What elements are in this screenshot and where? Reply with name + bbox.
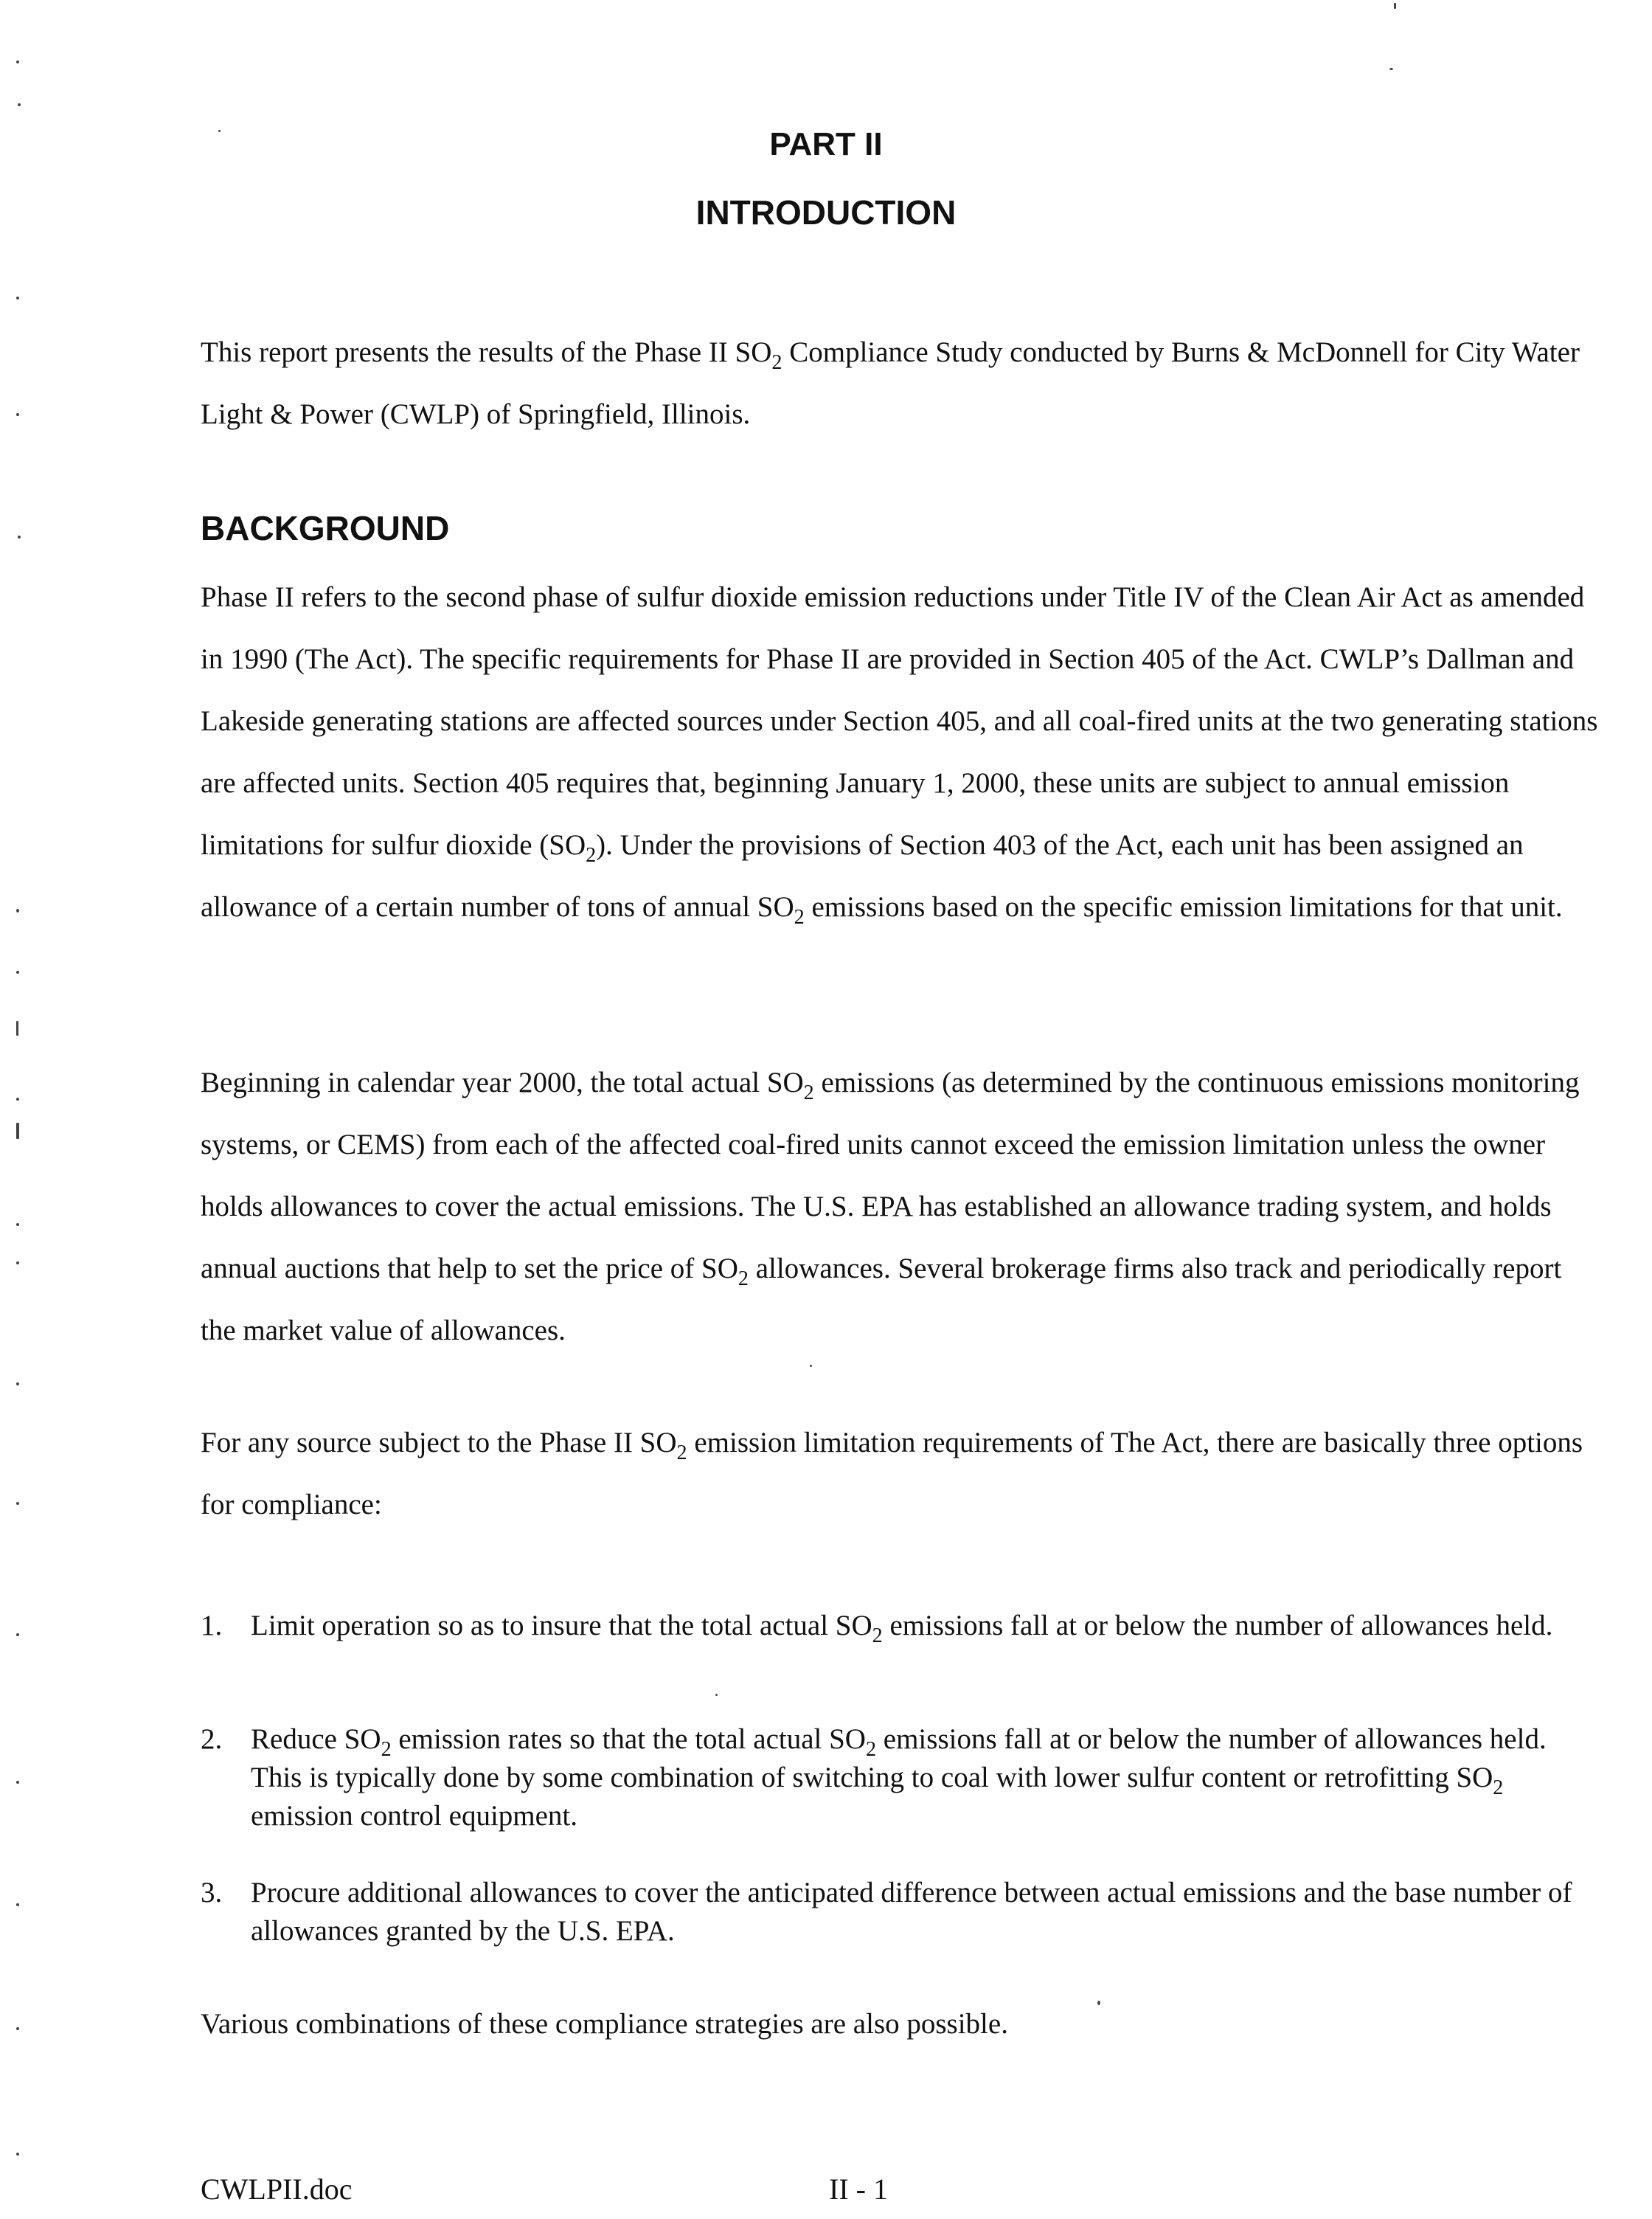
text-run: ). Under the provisions of Section 403 of the Act, each unit has been assigned an allowance of a certain number of tons of annual SO — [201, 829, 1524, 923]
scan-speck — [16, 60, 19, 63]
footer-page-number: II - 1 — [829, 2173, 888, 2206]
scan-speck — [18, 536, 21, 539]
subscript: 2 — [803, 1081, 814, 1104]
scan-speck — [1389, 68, 1393, 70]
scan-speck — [218, 130, 221, 132]
subscript: 2 — [381, 1737, 392, 1761]
text-run: Reduce SO — [251, 1723, 381, 1755]
scan-speck — [16, 1261, 19, 1264]
scan-speck — [16, 413, 19, 416]
closing-paragraph: Various combinations of these compliance strategies are also possible. — [201, 2008, 1008, 2040]
options-list-item-3 — [201, 1874, 1602, 1950]
text-run: Procure additional allowances to cover the anticipated difference between actual emissions and the base number of allowances granted by the U.S. EPA. — [251, 1877, 1572, 1947]
list-item — [201, 1607, 1602, 1645]
background-paragraph-1 — [201, 567, 1602, 938]
subscript: 2 — [865, 1737, 877, 1761]
list-number: 2. — [201, 1723, 223, 1755]
scan-speck — [1097, 2001, 1100, 2005]
part-title: PART II — [769, 126, 883, 162]
background-paragraph-2 — [201, 1052, 1602, 1362]
intro-text-a: This report presents the results of the Phase II SO — [201, 336, 772, 368]
text-run: Phase II refers to the second phase of sulfur dioxide emission reductions under Title IV of the Clean Air Act as amended in 1990 (The Act). The specific requirements for Phase II are provided in Section 405 of the Act. CWLP’s Dallman and Lakeside generating stations are affected sources under Section 405, and all coal-fired units at the two generating stations are affected units. Section 405 requires that, beginning January 1, 2000, these units are subject to annual emission limitations for sulfur dioxide (SO — [201, 581, 1598, 861]
intro-text-b: Compliance Study conducted by Burns & McDonnell for City Water Light & Power (CWLP) of Springfield, Illinois. — [201, 336, 1580, 430]
text-run: emissions (as determined by the continuous emissions monitoring systems, or CEMS) from each of the affected coal-fired units cannot exceed the emission limitation unless the owner holds allowances to cover the actual emissions. The U.S. EPA has established an allowance trading system, and holds annual auctions that help to set the price of SO — [201, 1067, 1580, 1284]
subscript: 2 — [794, 905, 805, 929]
list-number: 1. — [201, 1610, 223, 1641]
text-run: emission rates so that the total actual SO — [391, 1723, 866, 1755]
scan-speck — [16, 2153, 19, 2156]
subscript: 2 — [738, 1267, 749, 1290]
background-paragraph-3 — [201, 1412, 1602, 1536]
scan-speck — [16, 971, 19, 974]
scan-speck — [16, 1223, 19, 1226]
background-heading: BACKGROUND — [201, 509, 450, 547]
text-run: For any source subject to the Phase II SO — [201, 1427, 677, 1458]
scan-speck — [16, 2027, 19, 2030]
footer-filename: CWLPII.doc — [201, 2173, 353, 2206]
scan-speck — [16, 1502, 19, 1505]
scan-speck — [16, 1123, 19, 1139]
scan-speck — [715, 1694, 718, 1696]
scan-speck — [16, 1903, 19, 1906]
section-title: INTRODUCTION — [695, 193, 957, 232]
scan-speck — [810, 1365, 812, 1367]
subscript: 2 — [771, 350, 782, 374]
text-run: emission limitation requirements of The Act, there are basically three options for compliance: — [201, 1427, 1583, 1520]
text-run: emissions fall at or below the number of allowances held. — [882, 1610, 1553, 1641]
subscript: 2 — [586, 843, 597, 867]
subscript: 2 — [676, 1441, 687, 1464]
scan-speck — [18, 103, 21, 106]
list-item — [201, 1720, 1602, 1835]
scan-speck — [1394, 3, 1396, 9]
subscript: 2 — [872, 1624, 883, 1647]
list-item — [201, 1874, 1602, 1950]
intro-paragraph — [201, 322, 1602, 446]
list-number: 3. — [201, 1877, 223, 1908]
text-run: Beginning in calendar year 2000, the total actual SO — [201, 1067, 804, 1098]
subscript: 2 — [1493, 1776, 1504, 1799]
text-run: emission control equipment. — [251, 1800, 578, 1832]
text-run: emissions fall at or below the number of allowances held. This is typically done by some combination of switching to coal with lower sulfur content or retrofitting SO — [251, 1723, 1547, 1793]
scan-speck — [16, 1021, 18, 1036]
text-run: emissions based on the specific emission limitations for that unit. — [804, 891, 1563, 923]
scan-speck — [16, 1098, 19, 1101]
scan-speck — [16, 1633, 19, 1636]
options-list-item-2 — [201, 1720, 1602, 1835]
scan-speck — [16, 297, 19, 300]
text-run: allowances. Several brokerage firms also track and periodically report the market value of allowances. — [201, 1253, 1562, 1346]
options-list-item-1 — [201, 1607, 1602, 1645]
text-run: Limit operation so as to insure that the total actual SO — [251, 1610, 872, 1641]
scan-speck — [16, 909, 19, 913]
scan-speck — [16, 1781, 19, 1784]
scan-speck — [16, 1382, 19, 1385]
